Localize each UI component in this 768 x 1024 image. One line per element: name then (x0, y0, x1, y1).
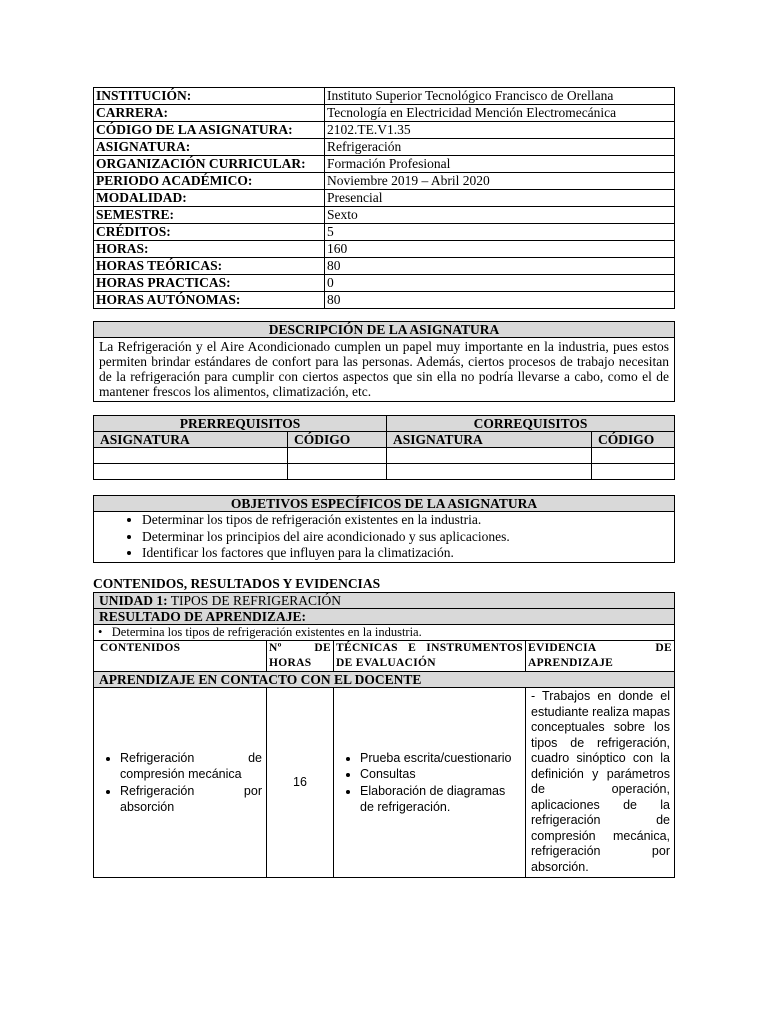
info-label: MODALIDAD: (94, 190, 325, 207)
hours-header: Nº DE HORAS (267, 641, 334, 672)
info-value: 5 (325, 224, 675, 241)
info-value: Tecnología en Electricidad Mención Electromecánica (325, 105, 675, 122)
info-value: Formación Profesional (325, 156, 675, 173)
table-row (94, 448, 675, 464)
description-text: La Refrigeración y el Aire Acondicionado cumplen un papel muy importante en la industria, pues estos permiten brindar estándares de confort para las personas. Además, ciertos procesos de trabajo necesitan de la refrigeración para cumplir con ciertos aspectos que sin ella no podría llevarse a cabo, como el de mantener frescos los alimentos, climatización, etc. (94, 338, 675, 402)
objectives-title: OBJETIVOS ESPECÍFICOS DE LA ASIGNATURA (94, 496, 675, 512)
unit-name: TIPOS DE REFRIGERACIÓN (170, 593, 342, 608)
list-item: • Prueba escrita/cuestionario (360, 750, 521, 767)
table-row (94, 88, 675, 105)
info-label: HORAS: (94, 241, 325, 258)
techniques-list (338, 750, 521, 816)
description-table (93, 321, 675, 402)
course-info-table (93, 87, 675, 309)
bullet-icon: • (98, 625, 103, 639)
list-item: • Refrigeración por absorción (120, 783, 262, 816)
info-value: Presencial (325, 190, 675, 207)
list-item: • Elaboración de diagramas de refrigeración. (360, 783, 521, 816)
table-row (94, 105, 675, 122)
info-label: HORAS TEÓRICAS: (94, 258, 325, 275)
table-row (94, 190, 675, 207)
objectives-table (93, 495, 675, 563)
info-label: INSTITUCIÓN: (94, 88, 325, 105)
contents-list (98, 750, 262, 816)
info-value: 2102.TE.V1.35 (325, 122, 675, 139)
info-value: Instituto Superior Tecnológico Francisco de Orellana (325, 88, 675, 105)
table-row (94, 139, 675, 156)
info-label: ORGANIZACIÓN CURRICULAR: (94, 156, 325, 173)
requisites-table (93, 415, 675, 480)
info-value: 160 (325, 241, 675, 258)
table-row (94, 275, 675, 292)
techniques-header: TÉCNICAS E INSTRUMENTOS DE EVALUACIÓN (334, 641, 526, 672)
info-label: HORAS PRACTICAS: (94, 275, 325, 292)
table-row (94, 292, 675, 309)
table-row (94, 224, 675, 241)
list-item: • Determinar los tipos de refrigeración existentes en la industria. (142, 512, 674, 529)
table-row (94, 122, 675, 139)
pre-code-header: CÓDIGO (288, 432, 387, 448)
list-item: • Identificar los factores que influyen para la climatización. (142, 545, 674, 562)
table-row (94, 258, 675, 275)
corequisites-title: CORREQUISITOS (387, 416, 675, 432)
info-label: HORAS AUTÓNOMAS: (94, 292, 325, 309)
info-label: SEMESTRE: (94, 207, 325, 224)
table-row (94, 156, 675, 173)
info-label: PERIODO ACADÉMICO: (94, 173, 325, 190)
info-label: ASIGNATURA: (94, 139, 325, 156)
info-value: 80 (325, 292, 675, 309)
info-value: Sexto (325, 207, 675, 224)
result-item: Determina los tipos de refrigeración existentes en la industria. (111, 625, 422, 639)
table-row (94, 241, 675, 258)
info-value: 80 (325, 258, 675, 275)
info-label: CARRERA: (94, 105, 325, 122)
prerequisites-title: PRERREQUISITOS (94, 416, 387, 432)
info-value: 0 (325, 275, 675, 292)
table-row (94, 207, 675, 224)
table-row (94, 464, 675, 480)
contact-title: APRENDIZAJE EN CONTACTO CON EL DOCENTE (94, 672, 675, 688)
co-code-header: CÓDIGO (592, 432, 675, 448)
evidence-header: EVIDENCIA DE APRENDIZAJE (526, 641, 675, 672)
contents-header: CONTENIDOS (94, 641, 267, 672)
pre-subject-header: ASIGNATURA (94, 432, 288, 448)
info-value: Noviembre 2019 – Abril 2020 (325, 173, 675, 190)
list-item: • Determinar los principios del aire acondicionado y sus aplicaciones. (142, 529, 674, 546)
list-item: • Refrigeración de compresión mecánica (120, 750, 262, 783)
co-subject-header: ASIGNATURA (387, 432, 592, 448)
description-title: DESCRIPCIÓN DE LA ASIGNATURA (94, 322, 675, 338)
info-label: CRÉDITOS: (94, 224, 325, 241)
unit-table (93, 592, 675, 878)
evidence-text: - Trabajos en donde el estudiante realiza mapas conceptuales sobre los tipos de refrigeración, cuadro sinóptico con la definición y parámetros de operación, aplicaciones de la refrigeración de compresión mecánica, refrigeración por absorción. (526, 688, 675, 878)
info-value: Refrigeración (325, 139, 675, 156)
unit-label: UNIDAD 1: (99, 593, 168, 608)
hours-value: 16 (267, 688, 334, 878)
result-title: RESULTADO DE APRENDIZAJE: (94, 609, 675, 625)
info-label: CÓDIGO DE LA ASIGNATURA: (94, 122, 325, 139)
table-row (94, 173, 675, 190)
objectives-list (94, 512, 674, 562)
list-item: • Consultas (360, 766, 521, 783)
section-heading: CONTENIDOS, RESULTADOS Y EVIDENCIAS (93, 576, 381, 591)
